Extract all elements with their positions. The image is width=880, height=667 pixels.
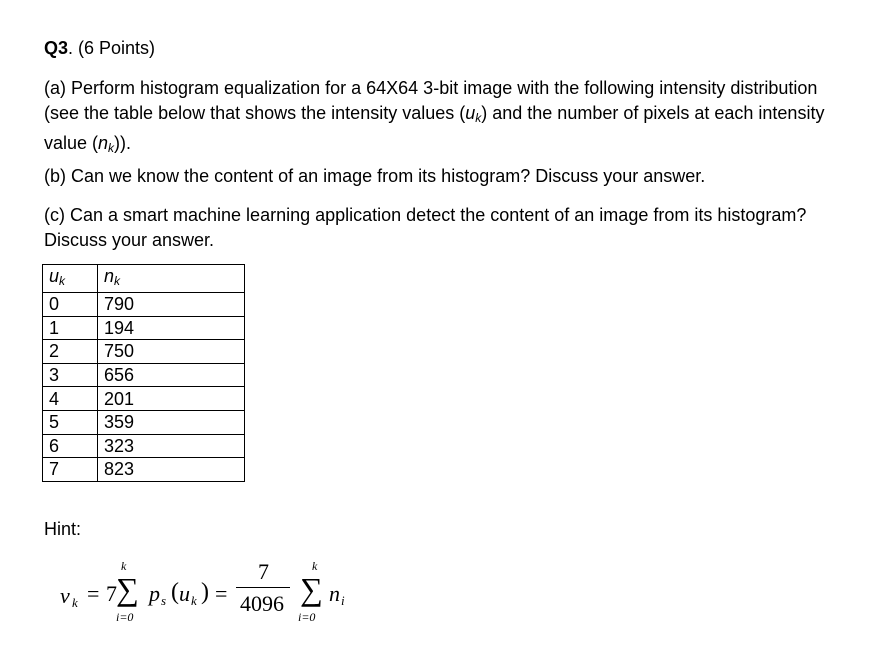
sum-lower-2: i=0 [298, 610, 316, 624]
table-row [43, 340, 245, 364]
hint-formula [60, 555, 380, 635]
fraction-numerator: 7 [258, 559, 269, 584]
table-row [43, 458, 245, 482]
fraction-denominator: 4096 [240, 591, 284, 616]
fraction-bar [236, 587, 290, 588]
part-a-text-2: ) and the number of pixels at each intensity value ( [44, 103, 825, 153]
formula-n-sub: i [341, 593, 345, 608]
formula-equals-2: = [215, 581, 228, 606]
formula-coef: 7 [106, 581, 117, 606]
cell-u: 4 [43, 387, 98, 411]
table-header-row [43, 265, 245, 293]
cell-n: 750 [98, 340, 245, 364]
cell-n: 323 [98, 434, 245, 458]
header-n [98, 265, 245, 293]
formula-p-sub: s [161, 593, 167, 608]
part-a-text-3: )). [114, 133, 132, 153]
n-subscript: k [108, 141, 115, 155]
cell-u: 3 [43, 363, 98, 387]
cell-u: 1 [43, 316, 98, 340]
header-u [43, 265, 98, 293]
cell-u: 7 [43, 458, 98, 482]
sum-lower-1: i=0 [116, 610, 134, 624]
formula-equals-1: = [87, 581, 100, 606]
table-row [43, 387, 245, 411]
cell-u: 0 [43, 293, 98, 317]
formula-p: p [149, 581, 160, 606]
part-c-text: (c) Can a smart machine learning application detect the content of an image from its histogram? Discuss your answer. [44, 205, 807, 250]
question-points: . (6 Points) [68, 38, 156, 58]
cell-n: 359 [98, 410, 245, 434]
intensity-distribution-table [42, 264, 245, 482]
hint-label: Hint: [44, 519, 82, 539]
part-a-text [44, 76, 834, 161]
part-a-text-1: (a) Perform histogram equalization for a 64X64 3-bit image with the following intensity distribution (see the table below that shows the intensity values ( [44, 78, 818, 123]
sigma-icon: ∑ [300, 571, 323, 607]
formula-paren-open: ( [171, 579, 179, 605]
table-row [43, 293, 245, 317]
formula-u-sub: k [191, 593, 197, 608]
question-label: Q3 [44, 38, 69, 58]
u-symbol: u [465, 103, 476, 123]
cell-n: 656 [98, 363, 245, 387]
sum-upper-1: k [121, 559, 127, 573]
part-b-text: (b) Can we know the content of an image from its histogram? Discuss your answer. [44, 166, 706, 186]
cell-u: 6 [43, 434, 98, 458]
header-n-symbol: n [104, 266, 115, 286]
header-n-sub: k [114, 274, 121, 288]
header-u-sub: k [59, 274, 66, 288]
n-symbol: n [98, 133, 109, 153]
formula-u: u [179, 581, 190, 606]
table-row [43, 410, 245, 434]
table-row [43, 363, 245, 387]
cell-n: 823 [98, 458, 245, 482]
formula-v-sub: k [72, 595, 78, 610]
formula-paren-close: ) [201, 579, 209, 605]
table-row [43, 316, 245, 340]
cell-n: 201 [98, 387, 245, 411]
formula-n: n [329, 581, 340, 606]
cell-n: 194 [98, 316, 245, 340]
u-subscript: k [475, 111, 482, 125]
formula-v: v [60, 583, 70, 608]
sum-upper-2: k [312, 559, 318, 573]
cell-n: 790 [98, 293, 245, 317]
table-row [43, 434, 245, 458]
header-u-symbol: u [49, 266, 60, 286]
cell-u: 2 [43, 340, 98, 364]
cell-u: 5 [43, 410, 98, 434]
question-title [44, 38, 155, 59]
sigma-icon: ∑ [116, 571, 139, 607]
